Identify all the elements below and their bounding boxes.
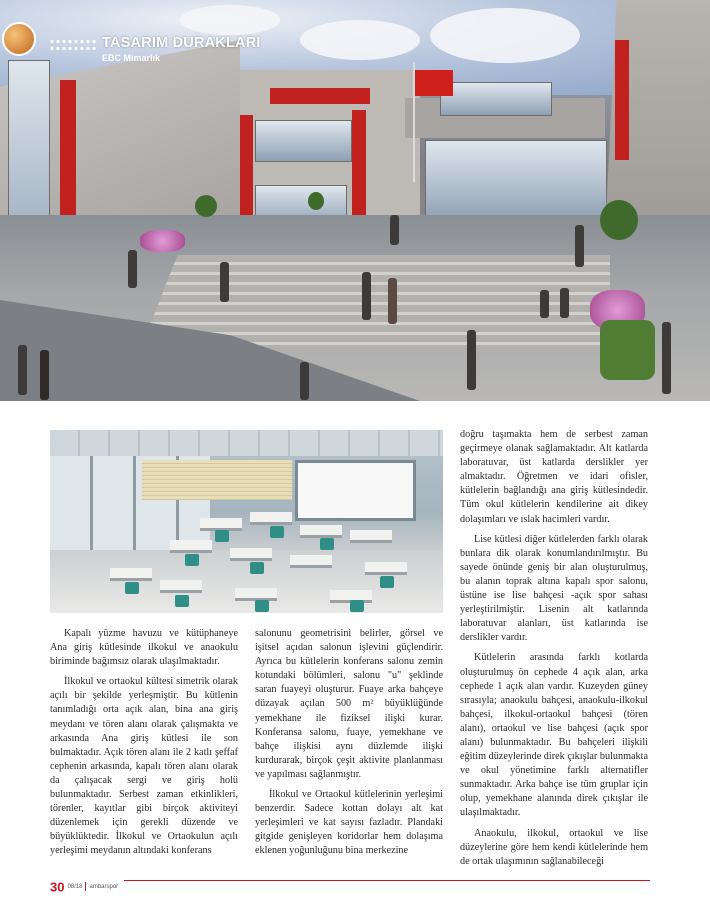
entrance-glazing (425, 140, 607, 222)
text-column-1 (50, 627, 238, 865)
paragraph: İlkokul ve Ortaokul kütlelerinin yerleşimi benzerdir. Sadece kottan dolayı alt kat yerleşimleri ve kat sayısı fazladır. Plandaki gitgide genişleyen koridorlar hem dolaşıma eklenen yoğunluğunu bina merkezine (255, 789, 443, 857)
tree (195, 195, 217, 217)
person (560, 288, 569, 318)
text-column-2 (255, 627, 443, 865)
desk (290, 555, 332, 568)
cloud (180, 5, 280, 35)
person (18, 345, 27, 395)
chair (350, 600, 364, 612)
paragraph: salonunu geometrisini belirler, görsel ve işitsel açıdan salonun işlevini güçlendirir. Ayrıca bu kütlelerin konferans salonu zemin kotundaki bölümleri, salonu "u" şeklinde saran fuayeyi oluşturur. Fuaye arka bahçeye düzayak açılan 500 m² büyüklüğünde yemekhane ile fiziksel ilişki kurar. Konferansa salonu, fuaye, yemekhane ve bahçe ilişkisi aynı düzlemde ilişki kurdurarak, birçok çeşit aktivite planlanması ve yapılması sağlanmıştır. (255, 628, 443, 780)
desk (230, 548, 272, 561)
person (388, 278, 397, 324)
desk (250, 512, 292, 525)
person (128, 250, 137, 288)
hedge (600, 320, 655, 380)
chair (270, 526, 284, 538)
facade-red-panel (352, 110, 366, 225)
person (40, 350, 49, 400)
facade-red-panel (615, 40, 629, 160)
text-column-3 (460, 428, 648, 875)
flower-bed (140, 230, 185, 252)
section-badge (0, 0, 110, 70)
chair (215, 530, 229, 542)
chair (125, 582, 139, 594)
chair (255, 600, 269, 612)
turkish-flag (415, 70, 453, 96)
desk (365, 562, 407, 575)
section-title: TASARIM DURAKLARI (102, 35, 261, 51)
magazine-name: ambarspor (89, 883, 119, 890)
person (300, 362, 309, 400)
bridge-glazing (440, 82, 552, 116)
issue-date: 08/18 (67, 883, 83, 890)
paragraph: Kütlelerin arasında farklı kotlarda oluşturulmuş ön cephede 4 açık alan, arka cephede 1 açık alan vardır. Kuzeyden güney sırasıyla; anaokulu bahçesi, anaokulu-ilkokul bahçesi, ilkokul-ortaokul bahçesi (tören alanı), ortaokul ve lise bahçesi (açık spor alanı) bulunmaktadır. Bu bahçeleri ilişkili eğitim düzeylerinde direk çıkışlar bulunmakta ve okul yönetimine farklı alternatifler sunmaktadır. Arka bahçe ise tüm gruplar için olup, yemekhane alanında direk çıkışlar ile ulaşılmaktadır. (460, 652, 648, 819)
chair (185, 554, 199, 566)
tree (308, 192, 324, 210)
whiteboard (295, 460, 416, 521)
desk (160, 580, 202, 593)
paragraph: doğru taşımakta hem de serbest zaman geçirmeye olanak sağlamaktadır. Alt katlarda laboratuvar, üst katlarda derslikler yer almaktadır. Öğretmen ve idari ofisler, kütlelerin bağlandığı ana giriş kütlesindedir. Tüm okul kütlelerin kendilerine ait dikey dolaşımları ve ıslak hacimleri vardır. (460, 429, 648, 525)
magazine-logo-icon (2, 22, 36, 56)
desk (110, 568, 152, 581)
footer-separator (85, 882, 86, 891)
building-glazing (255, 120, 352, 162)
person (540, 290, 549, 318)
person (575, 225, 584, 267)
person (390, 215, 399, 245)
chair (320, 538, 334, 550)
window-blind (142, 460, 292, 500)
person (662, 322, 671, 394)
chair (380, 576, 394, 588)
paragraph: Lise kütlesi diğer kütlelerden farklı olarak bunlara dik olarak konumlandırılmıştır. Bu sayede önünde geniş bir alan oluşturulmuş, bu alanın toprak altına kapalı spor salonu, üstüne ise lise bahçesi -açık spor sahası yerleştirilmiştir. Lisenin alt katlarında laboratuvar alanları, üst katlarında ise derslikler vardır. (460, 533, 648, 644)
dot-grid-icon (49, 38, 97, 52)
footer-rule (50, 880, 650, 881)
page-number: 30 (50, 879, 65, 895)
cloud (300, 20, 420, 60)
paragraph: Kapalı yüzme havuzu ve kütüphaneye Ana giriş kütlesinde ilkokul ve anaokulu biriminde bağımsız olarak ulaşılmaktadır. (50, 628, 238, 668)
paragraph: İlkokul ve ortaokul kültesi simetrik olarak açılı bir şekilde yerleşmiştir. Bu kütlenin tanımladığı orta açık alan, bina ana giriş meydanı ve tören alanı olarak çalışmakta ve arkasında Ana giriş kütlesi ile son bulmaktadır. Açık tören alanı ile 2 katlı şeffaf cephenin arkasında, kapalı tören alanı olarak da çalışacak sergi ve giriş holü bulunmaktadır. Serbest zaman etkinlikleri, törenler, kayıtlar gibi birçok aktiviteyi düzenlemek için gerekli düzende ve büyüklüktedir. İlkokul ve Ortaokulun açılı yerleşimi meydanın altındaki konferans (50, 676, 238, 857)
desk (300, 525, 342, 538)
cloud (430, 8, 580, 63)
classroom-rendering (50, 430, 443, 613)
section-subtitle: EBC Mimarlık (102, 53, 161, 63)
chair (175, 595, 189, 607)
paragraph: Anaokulu, ilkokul, ortaokul ve lise düzeylerine göre hem kendi kütlelerinde hem de ortak ulaşımının sağlanabileceği (460, 827, 648, 867)
facade-red-panel (270, 88, 370, 104)
person (220, 262, 229, 302)
desk (170, 540, 212, 553)
chair (250, 562, 264, 574)
person (467, 330, 476, 390)
page-footer (50, 878, 124, 894)
desk (350, 530, 392, 543)
person (362, 272, 371, 320)
ceiling-panels (50, 430, 443, 456)
tree (600, 200, 638, 240)
